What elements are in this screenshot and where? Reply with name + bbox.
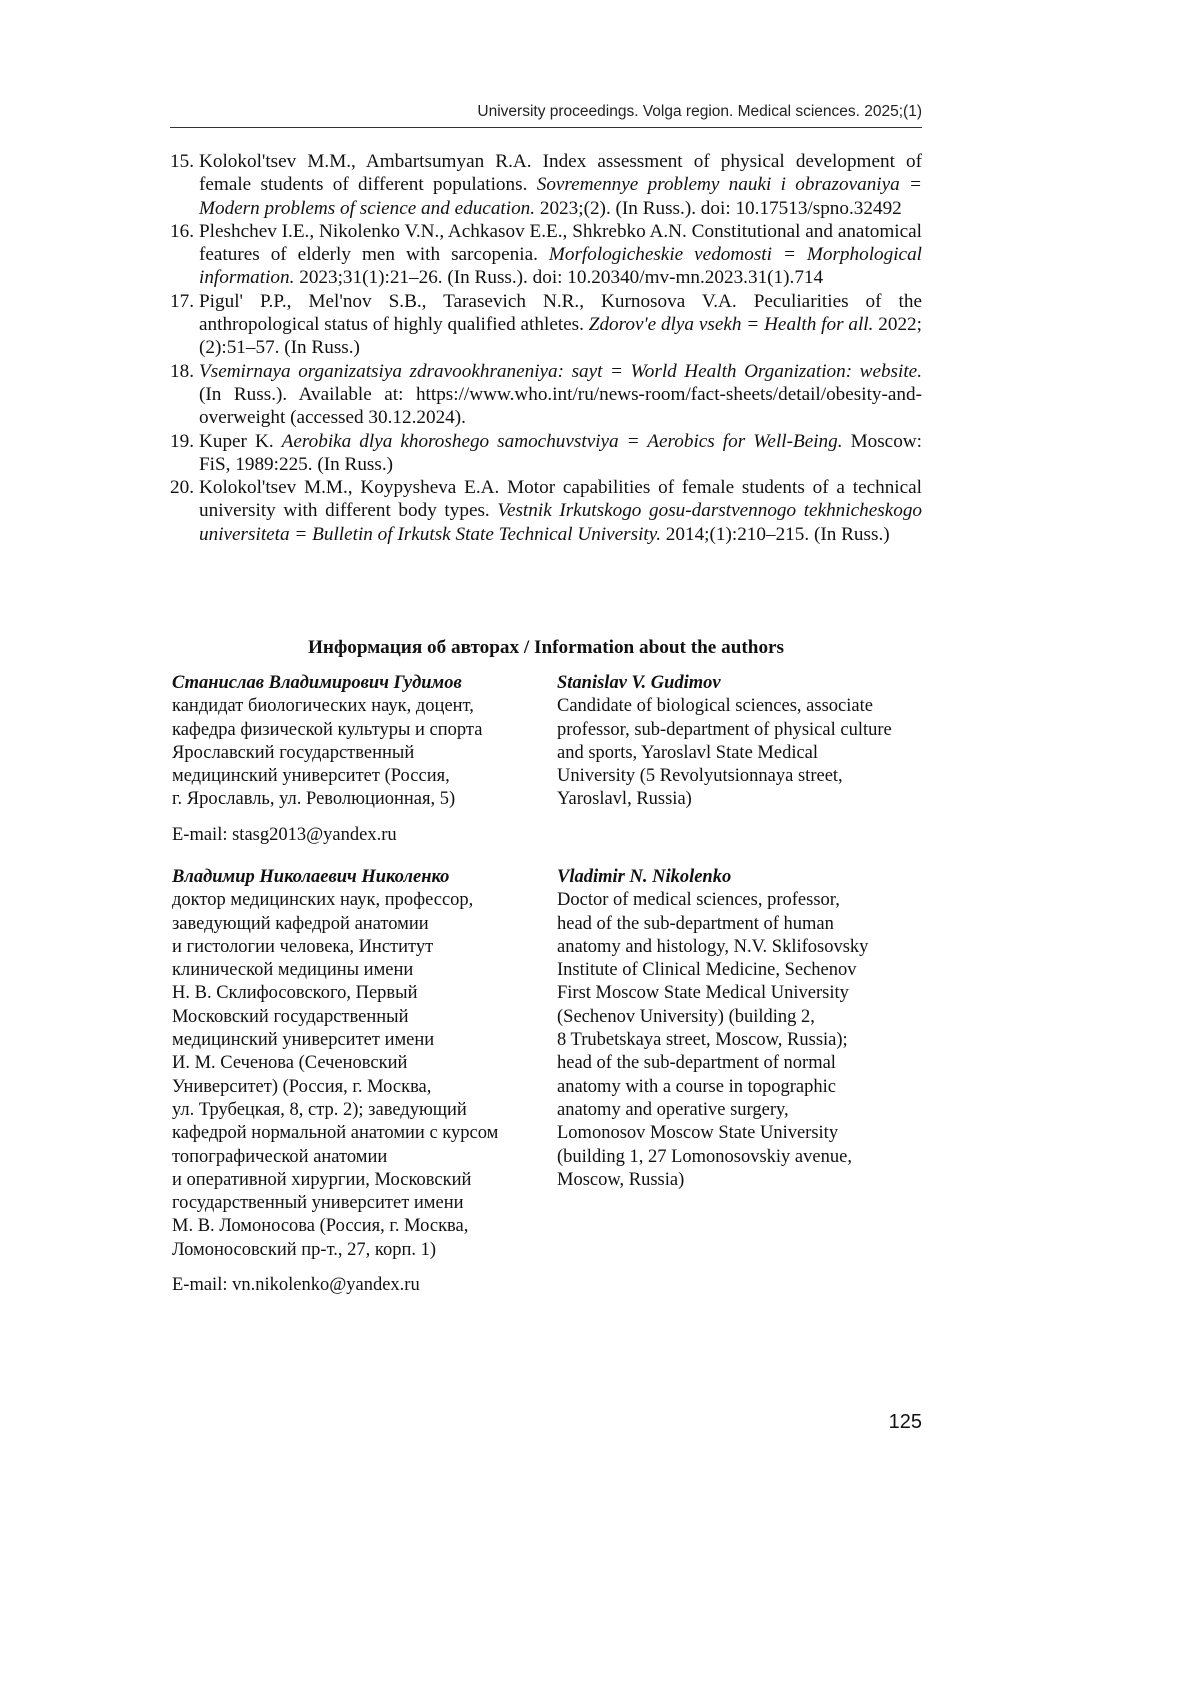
authors-section-title: Информация об авторах / Information about the authors <box>307 637 785 658</box>
reference-details: 2014;(1):210–215. (In Russ.) <box>661 523 890 545</box>
author-email: E-mail: stasg2013@yandex.ru <box>172 825 397 845</box>
author-info-ru <box>172 672 547 812</box>
author-line-en: anatomy and operative surgery, <box>557 1099 789 1120</box>
author-name-ru: Станислав Владимирович Гудимов <box>172 673 462 693</box>
reference-item <box>170 220 922 290</box>
reference-item <box>170 290 922 360</box>
reference-number: 15. <box>170 151 194 172</box>
reference-number: 17. <box>170 290 194 312</box>
author-line-en: head of the sub-department of human <box>557 913 834 934</box>
author-info-ru <box>172 866 547 1262</box>
reference-item <box>170 150 922 220</box>
author-line-ru: Московский государственный <box>172 1006 409 1027</box>
reference-number: 18. <box>170 360 194 382</box>
author-line-en: Moscow, Russia) <box>557 1169 685 1190</box>
reference-journal: Morfologicheskie vedomosti = Morphological information. <box>199 244 922 289</box>
author-line-ru: кафедрой нормальной анатомии с курсом <box>172 1123 499 1144</box>
reference-text: Kolokol'tsev M.M., Koypysheva E.A. Motor capabilities of female students of a technical university with different body types. <box>199 477 922 522</box>
running-header: University proceedings. Volga region. Medical sciences. 2025;(1) <box>477 103 922 120</box>
author-line-en: Doctor of medical sciences, professor, <box>557 890 840 911</box>
author-line-en: anatomy with a course in topographic <box>557 1076 836 1097</box>
author-line-ru: Ярославский государственный <box>172 742 415 763</box>
author-line-ru: и оперативной хирургии, Московский <box>172 1169 472 1190</box>
author-line-ru: топографической анатомии <box>172 1146 388 1167</box>
author-line-ru: медицинский университет (Россия, <box>172 766 450 787</box>
author-line-en: Lomonosov Moscow State University <box>557 1123 839 1144</box>
author-name-en: Stanislav V. Gudimov <box>557 673 721 693</box>
author-line-ru: государственный университет имени <box>172 1193 464 1214</box>
reference-details: 2023;(2). (In Russ.). doi: 10.17513/spno.32492 <box>535 197 902 219</box>
author-line-en: anatomy and histology, N.V. Sklifosovsky <box>557 936 869 957</box>
author-line-ru: кафедра физической культуры и спорта <box>172 719 483 740</box>
author-line-en: professor, sub-department of physical culture <box>557 719 892 740</box>
author-name-ru: Владимир Николаевич Николенко <box>172 867 450 887</box>
reference-journal: Vsemirnaya organizatsiya zdravookhraneniya: sayt = World Health Organization: website. <box>199 360 922 382</box>
reference-journal: Sovremennye problemy nauki i obrazovaniya = Modern problems of science and education. <box>199 174 922 219</box>
reference-text: Pleshchev I.E., Nikolenko V.N., Achkasov E.E., Shkrebko A.N. Constitutional and anatomical features of elderly men with sarcopenia. <box>199 220 922 266</box>
author-info-en <box>557 672 922 812</box>
author-line-en: Institute of Clinical Medicine, Sechenov <box>557 960 857 981</box>
reference-journal: Zdorov'e dlya vsekh = Health for all. <box>588 314 874 336</box>
reference-number: 20. <box>170 477 194 499</box>
reference-item <box>170 360 922 430</box>
author-line-ru: клинической медицины имени <box>172 960 414 981</box>
author-line-en: head of the sub-department of normal <box>557 1053 836 1074</box>
author-line-ru: М. В. Ломоносова (Россия, г. Москва, <box>172 1216 469 1237</box>
author-name-en: Vladimir N. Nikolenko <box>557 867 732 887</box>
reference-text: Kolokol'tsev M.M., Ambartsumyan R.A. Index assessment of physical development of female students of different populations. <box>199 151 922 196</box>
reference-number: 16. <box>170 220 194 242</box>
reference-details: 2023;31(1):21–26. (In Russ.). doi: 10.20340/mv-mn.2023.31(1).714 <box>294 267 824 289</box>
author-line-ru: г. Ярославль, ул. Революционная, 5) <box>172 789 456 810</box>
author-line-en: and sports, Yaroslavl State Medical <box>557 742 819 763</box>
author-line-ru: медицинский университет имени <box>172 1030 435 1051</box>
reference-journal: Aerobika dlya khoroshego samochuvstviya = Aerobics for Well-Being. <box>281 430 843 452</box>
reference-details: (In Russ.). Available at: https://www.who.int/ru/news-room/fact-sheets/detail/obesity-and-overweight (accessed 30.12.2024). <box>199 383 922 429</box>
author-line-en: (Sechenov University) (building 2, <box>557 1006 815 1027</box>
author-line-ru: ул. Трубецкая, 8, стр. 2); заведующий <box>172 1099 467 1120</box>
author-line-en: (building 1, 27 Lomonosovskiy avenue, <box>557 1146 852 1167</box>
author-line-ru: кандидат биологических наук, доцент, <box>172 696 474 717</box>
reference-text: Pigul' P.P., Mel'nov S.B., Tarasevich N.R., Kurnosova V.A. Peculiarities of the anthropological status of highly qualified athletes. <box>199 290 922 336</box>
author-line-en: Yaroslavl, Russia) <box>557 789 692 810</box>
author-line-ru: Ломоносовский пр-т., 27, корп. 1) <box>172 1239 437 1260</box>
reference-details: Moscow: FiS, 1989:225. (In Russ.) <box>199 430 922 475</box>
author-line-ru: и гистологии человека, Институт <box>172 936 434 957</box>
reference-list <box>170 150 922 546</box>
reference-text: Kuper K. <box>199 430 282 452</box>
author-line-en: University (5 Revolyutsionnaya street, <box>557 766 843 787</box>
reference-item <box>170 476 922 546</box>
author-info-en <box>557 866 922 1192</box>
author-line-en: Candidate of biological sciences, associate <box>557 696 873 717</box>
header-rule <box>170 127 922 128</box>
reference-journal: Vestnik Irkutskogo gosu-darstvennogo tekhnicheskogo universiteta = Bulletin of Irkutsk State Technical University. <box>199 500 923 545</box>
author-line-en: First Moscow State Medical University <box>557 983 849 1004</box>
author-line-ru: Университет) (Россия, г. Москва, <box>172 1076 432 1097</box>
author-email: E-mail: vn.nikolenko@yandex.ru <box>172 1275 420 1295</box>
reference-details: 2022;(2):51–57. (In Russ.) <box>199 314 922 359</box>
author-line-ru: И. М. Сеченова (Сеченовский <box>172 1053 408 1074</box>
author-line-ru: доктор медицинских наук, профессор, <box>172 890 474 911</box>
author-line-ru: заведующий кафедрой анатомии <box>172 913 429 934</box>
reference-number: 19. <box>170 430 194 452</box>
author-line-en: 8 Trubetskaya street, Moscow, Russia); <box>557 1030 848 1051</box>
author-line-ru: Н. В. Склифосовского, Первый <box>172 983 418 1004</box>
reference-item <box>170 430 922 477</box>
page-number: 125 <box>888 1411 922 1433</box>
